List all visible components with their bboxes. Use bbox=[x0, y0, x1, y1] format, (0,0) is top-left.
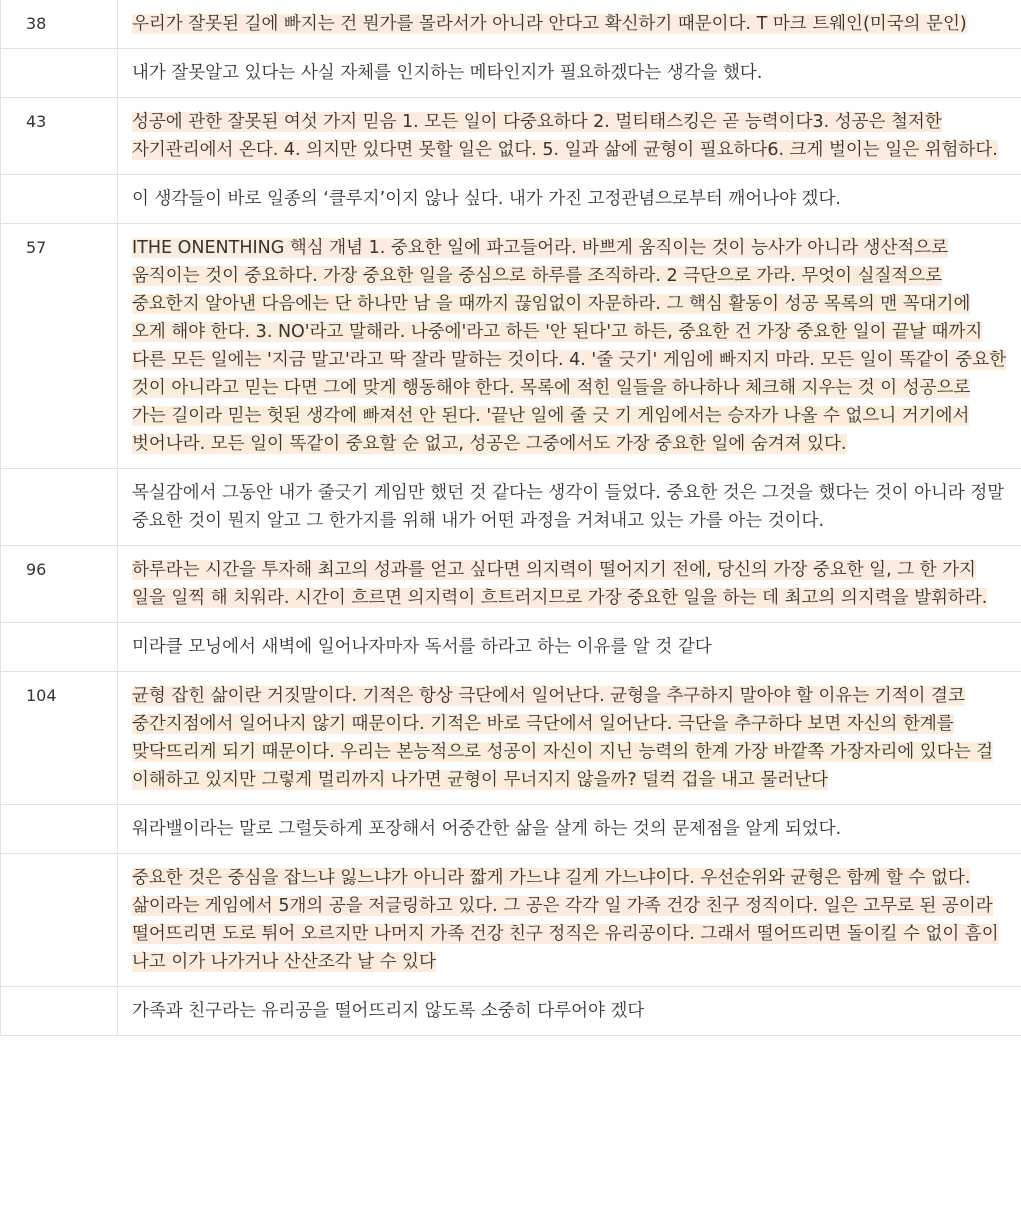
reflection-cell[interactable] bbox=[118, 987, 1021, 1036]
page-number-cell[interactable]: 43 bbox=[1, 98, 118, 175]
table-row bbox=[1, 469, 1021, 546]
table-row bbox=[1, 623, 1021, 672]
note-text: 내가 잘못알고 있다는 사실 자체를 인지하는 메타인지가 필요하겠다는 생각을 했다. bbox=[132, 63, 763, 83]
page-number-cell[interactable]: 104 bbox=[1, 672, 118, 805]
quote-cell[interactable] bbox=[118, 546, 1021, 623]
table-row bbox=[1, 805, 1021, 854]
reflection-cell[interactable] bbox=[118, 175, 1021, 224]
table-row bbox=[1, 175, 1021, 224]
table-row bbox=[1, 854, 1021, 987]
table-row bbox=[1, 49, 1021, 98]
page-number-cell[interactable] bbox=[1, 175, 118, 224]
quote-cell[interactable] bbox=[118, 854, 1021, 987]
highlighted-quote-text: 성공에 관한 잘못된 여섯 가지 믿음 1. 모든 일이 다중요하다 2. 멀티태스킹은 곧 능력이다3. 성공은 철저한 자기관리에서 온다. 4. 의지만 있다면 못할 일은 없다. 5. 일과 삶에 균형이 필요하다6. 크게 벌이는 일은 위험하다. bbox=[132, 112, 998, 160]
note-text: 워라밸이라는 말로 그럴듯하게 포장해서 어중간한 삶을 살게 하는 것의 문제점을 알게 되었다. bbox=[132, 819, 842, 839]
note-text: 이 생각들이 바로 일종의 ‘클루지’이지 않나 싶다. 내가 가진 고정관념으로부터 깨어나야 겠다. bbox=[132, 189, 841, 209]
table-row bbox=[1, 224, 1021, 469]
reflection-cell[interactable] bbox=[118, 623, 1021, 672]
reflection-cell[interactable] bbox=[118, 469, 1021, 546]
note-text: 가족과 친구라는 유리공을 떨어뜨리지 않도록 소중히 다루어야 겠다 bbox=[132, 1001, 645, 1021]
page-number-cell[interactable] bbox=[1, 49, 118, 98]
note-text: 목실감에서 그동안 내가 줄긋기 게임만 했던 것 같다는 생각이 들었다. 중요한 것은 그것을 했다는 것이 아니라 정말 중요한 것이 뭔지 알고 그 한가지를 위해 내가 어떤 과정을 거쳐내고 있는 가를 아는 것이다. bbox=[132, 483, 1005, 531]
quote-cell[interactable] bbox=[118, 0, 1021, 49]
page-number-cell[interactable] bbox=[1, 805, 118, 854]
quote-cell[interactable] bbox=[118, 98, 1021, 175]
note-text: 미라클 모닝에서 새벽에 일어나자마자 독서를 하라고 하는 이유를 알 것 같다 bbox=[132, 637, 712, 657]
highlighted-quote-text: 하루라는 시간을 투자해 최고의 성과를 얻고 싶다면 의지력이 떨어지기 전에, 당신의 가장 중요한 일, 그 한 가지 일을 일찍 해 치워라. 시간이 흐르면 의지력이 흐트러지므로 가장 중요한 일을 하는 데 최고의 의지력을 발휘하라. bbox=[132, 560, 988, 608]
highlighted-quote-text: 우리가 잘못된 길에 빠지는 건 뭔가를 몰라서가 아니라 안다고 확신하기 때문이다. T 마크 트웨인(미국의 문인) bbox=[132, 14, 967, 34]
quote-cell[interactable] bbox=[118, 224, 1021, 469]
table-row bbox=[1, 987, 1021, 1036]
table-row bbox=[1, 672, 1021, 805]
quote-cell[interactable] bbox=[118, 672, 1021, 805]
reflection-cell[interactable] bbox=[118, 805, 1021, 854]
page-number-cell[interactable] bbox=[1, 469, 118, 546]
table-row bbox=[1, 98, 1021, 175]
reflection-cell[interactable] bbox=[118, 49, 1021, 98]
highlighted-quote-text: ITHE ONENTHING 핵심 개념 1. 중요한 일에 파고들어라. 바쁘게 움직이는 것이 능사가 아니라 생산적으로 움직이는 것이 중요하다. 가장 중요한 일을 중심으로 하루를 조직하라. 2 극단으로 가라. 무엇이 실질적으로 중요한지 알아낸 다음에는 단 하나만 남 을 때까지 끊임없이 자문하라. 그 핵심 활동이 성공 목록의 맨 꼭대기에 오게 해야 한다. 3. NO'라고 말해라. 나중에'라고 하든 '안 된다'고 하든, 중요한 건 가장 중요한 일이 끝날 때까지 다른 모든 일에는 '지금 말고'라고 딱 잘라 말하는 것이다. 4. '줄 긋기' 게임에 빠지지 마라. 모든 일이 똑같이 중요한 것이 아니라고 믿는 다면 그에 맞게 행동해야 한다. 목록에 적힌 일들을 하나하나 체크해 지우는 것 이 성공으로 가는 길이라 믿는 헛된 생각에 빠져선 안 된다. '끝난 일에 줄 긋 기 게임에서는 승자가 나올 수 없으니 거기에서 벗어나라. 모든 일이 똑같이 중요할 순 없고, 성공은 그중에서도 가장 중요한 일에 숨겨져 있다. bbox=[132, 238, 1007, 454]
table-row bbox=[1, 546, 1021, 623]
page-number-cell[interactable] bbox=[1, 987, 118, 1036]
highlighted-quote-text: 중요한 것은 중심을 잡느냐 잃느냐가 아니라 짧게 가느냐 길게 가느냐이다. 우선순위와 균형은 함께 할 수 없다. 삶이라는 게임에서 5개의 공을 저글링하고 있다. 그 공은 각각 일 가족 건강 친구 정직이다. 일은 고무로 된 공이라 떨어뜨리면 도로 튀어 오르지만 나머지 가족 건강 친구 정직은 유리공이다. 그래서 떨어뜨리면 돌이킬 수 없이 흠이 나고 이가 나가거나 산산조각 날 수 있다 bbox=[132, 868, 999, 972]
table-row bbox=[1, 0, 1021, 49]
highlighted-quote-text: 균형 잡힌 삶이란 거짓말이다. 기적은 항상 극단에서 일어난다. 균형을 추구하지 말아야 할 이유는 기적이 결코 중간지점에서 일어나지 않기 때문이다. 기적은 바로 극단에서 일어난다. 극단을 추구하다 보면 자신의 한계를 맞닥뜨리게 되기 때문이다. 우리는 본능적으로 성공이 자신이 지닌 능력의 한계 가장 바깥쪽 가장자리에 있다는 걸 이해하고 있지만 그렇게 멀리까지 나가면 균형이 무너지지 않을까? 덜컥 겁을 내고 물러난다 bbox=[132, 686, 994, 790]
page-number-cell[interactable]: 57 bbox=[1, 224, 118, 469]
page-number-cell[interactable] bbox=[1, 854, 118, 987]
page-number-cell[interactable]: 38 bbox=[1, 0, 118, 49]
page-number-cell[interactable]: 96 bbox=[1, 546, 118, 623]
page-number-cell[interactable] bbox=[1, 623, 118, 672]
